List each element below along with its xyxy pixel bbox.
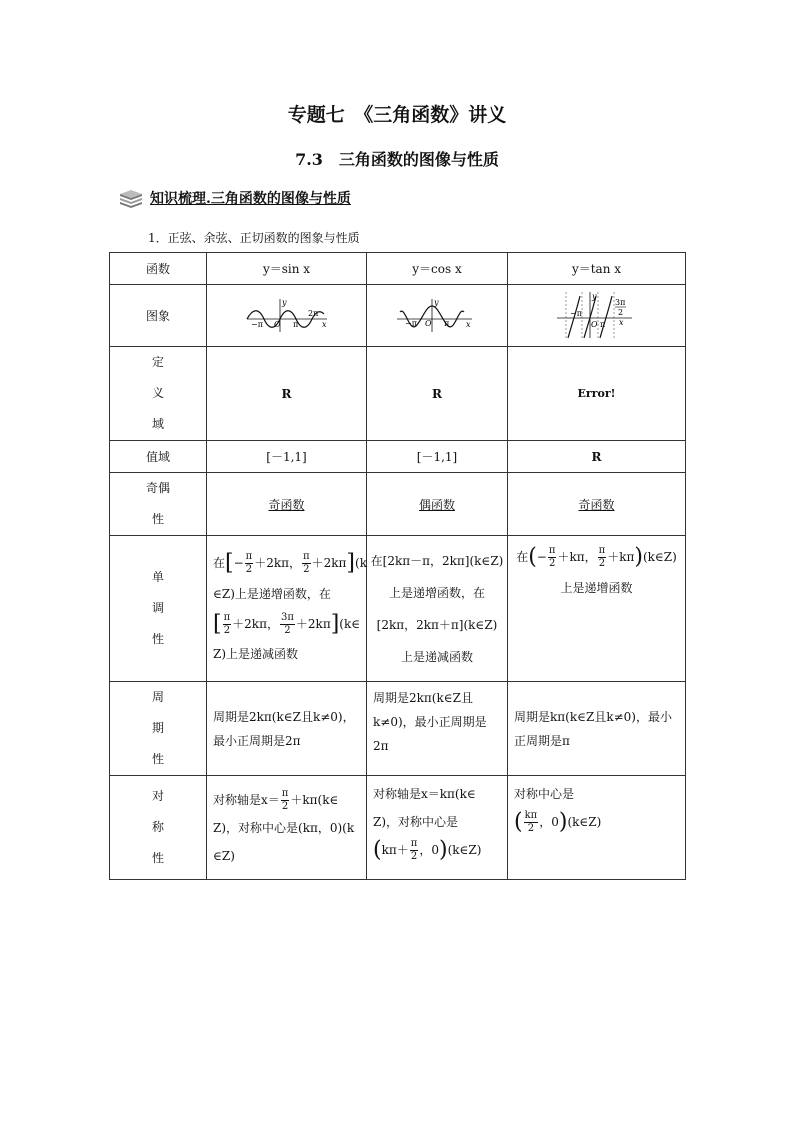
properties-table (109, 252, 686, 880)
section-header (118, 188, 351, 208)
tan-label-2: 2 (617, 307, 623, 317)
parity-cos: 偶函数 (367, 473, 508, 536)
sin-graph-svg (242, 296, 332, 336)
range-cos: [－1,1] (367, 441, 508, 473)
tan-label-x: x (618, 317, 624, 327)
section-label: 知识梳理.三角函数的图像与性质 (150, 191, 351, 207)
mono-tan: 在(− $\frac{\pi}{2}$ ＋kπ， $\frac{\pi}{2}$ ＋kπ)(k∈Z) 上是递增函数 (508, 536, 686, 682)
books-icon (118, 188, 144, 208)
sym-sin: 对称轴是x＝ $\frac{\pi}{2}$ ＋kπ(k∈ Z)，对称中心是(kπ，0)(k ∈Z) (207, 776, 367, 880)
sin-label-y: y (281, 297, 287, 307)
period-tan: 周期是kπ(k∈Z且k≠0)，最小正周期是π (508, 682, 686, 776)
sin-label-origin: O (273, 319, 281, 329)
table-row-monotonicity (110, 536, 686, 682)
mono-cos: 在[2kπ－π，2kπ](k∈Z) 上是递增函数，在 [2kπ，2kπ＋π](k∈Z) 上是递减函数 (367, 536, 508, 682)
cos-graph (367, 285, 508, 347)
mono-sin: 在[− $\frac{\pi}{2}$ ＋2kπ， $\frac{\pi}{2}$ ＋2kπ](k ∈Z)上是递增函数，在 [ $\frac{\pi}{2}$ ＋2kπ， $\frac{3\pi}{2}$ ＋2kπ](k∈ Z)上是递减函数 (207, 536, 367, 682)
table-row-graph (110, 285, 686, 347)
subheading: 1．正弦、余弦、正切函数的图象与性质 (148, 231, 360, 245)
table-row-parity (110, 473, 686, 536)
range-sin: [－1,1] (207, 441, 367, 473)
tan-label-origin: O (590, 319, 598, 329)
tan-label-neg-pi: −π (569, 308, 582, 318)
row-label: 单 调 性 (110, 536, 207, 682)
cos-label-y: y (434, 297, 439, 307)
header-cell: y＝sin x (207, 253, 367, 285)
tan-label-3pi: 3π (614, 297, 625, 307)
header-cell: 函数 (110, 253, 207, 285)
cos-graph-svg (392, 296, 482, 336)
parity-sin: 奇函数 (207, 473, 367, 536)
row-label: 定 义 域 (110, 347, 207, 441)
domain-sin: R (207, 347, 367, 441)
cos-label-neg-pi: −π (405, 318, 417, 328)
tan-graph-svg (552, 290, 642, 342)
range-tan: R (508, 441, 686, 473)
sin-label-neg-pi: −π (250, 319, 263, 329)
row-label: 周 期 性 (110, 682, 207, 776)
period-cos: 周期是2kπ(k∈Z且k≠0)，最小正周期是2π (367, 682, 508, 776)
table-row-period (110, 682, 686, 776)
table-row-domain (110, 347, 686, 441)
period-sin: 周期是2kπ(k∈Z且k≠0)，最小正周期是2π (207, 682, 367, 776)
sin-label-2pi: 2π (307, 308, 318, 318)
row-label: 奇偶 性 (110, 473, 207, 536)
header-cell: y＝tan x (508, 253, 686, 285)
cos-label-x: x (466, 319, 471, 329)
tan-graph (508, 285, 686, 347)
parity-tan: 奇函数 (508, 473, 686, 536)
table-header-row (110, 253, 686, 285)
sin-label-pi: π (292, 319, 298, 329)
domain-cos: R (367, 347, 508, 441)
row-label: 值域 (110, 441, 207, 473)
cos-label-pi: π (444, 318, 450, 328)
row-label: 对 称 性 (110, 776, 207, 880)
tan-label-pi: π (599, 319, 605, 329)
tan-label-y: y (591, 291, 597, 301)
row-label: 图象 (110, 285, 207, 347)
sym-tan: 对称中心是 ( $\frac{k\pi}{2}$ ，0)(k∈Z) (508, 776, 686, 880)
page-title: 专题七 《三角函数》讲义 (287, 104, 507, 126)
sym-cos: 对称轴是x＝kπ(k∈ Z)，对称中心是 (kπ＋ $\frac{\pi}{2}$ ，0)(k∈Z) (367, 776, 508, 880)
sin-label-x: x (321, 319, 327, 329)
sin-graph (207, 285, 367, 347)
domain-tan: Error! (508, 347, 686, 441)
cos-label-origin: O (425, 318, 432, 328)
table-row-range (110, 441, 686, 473)
page-subtitle: 7.3 三角函数的图像与性质 (295, 150, 499, 169)
table-row-symmetry (110, 776, 686, 880)
header-cell: y＝cos x (367, 253, 508, 285)
